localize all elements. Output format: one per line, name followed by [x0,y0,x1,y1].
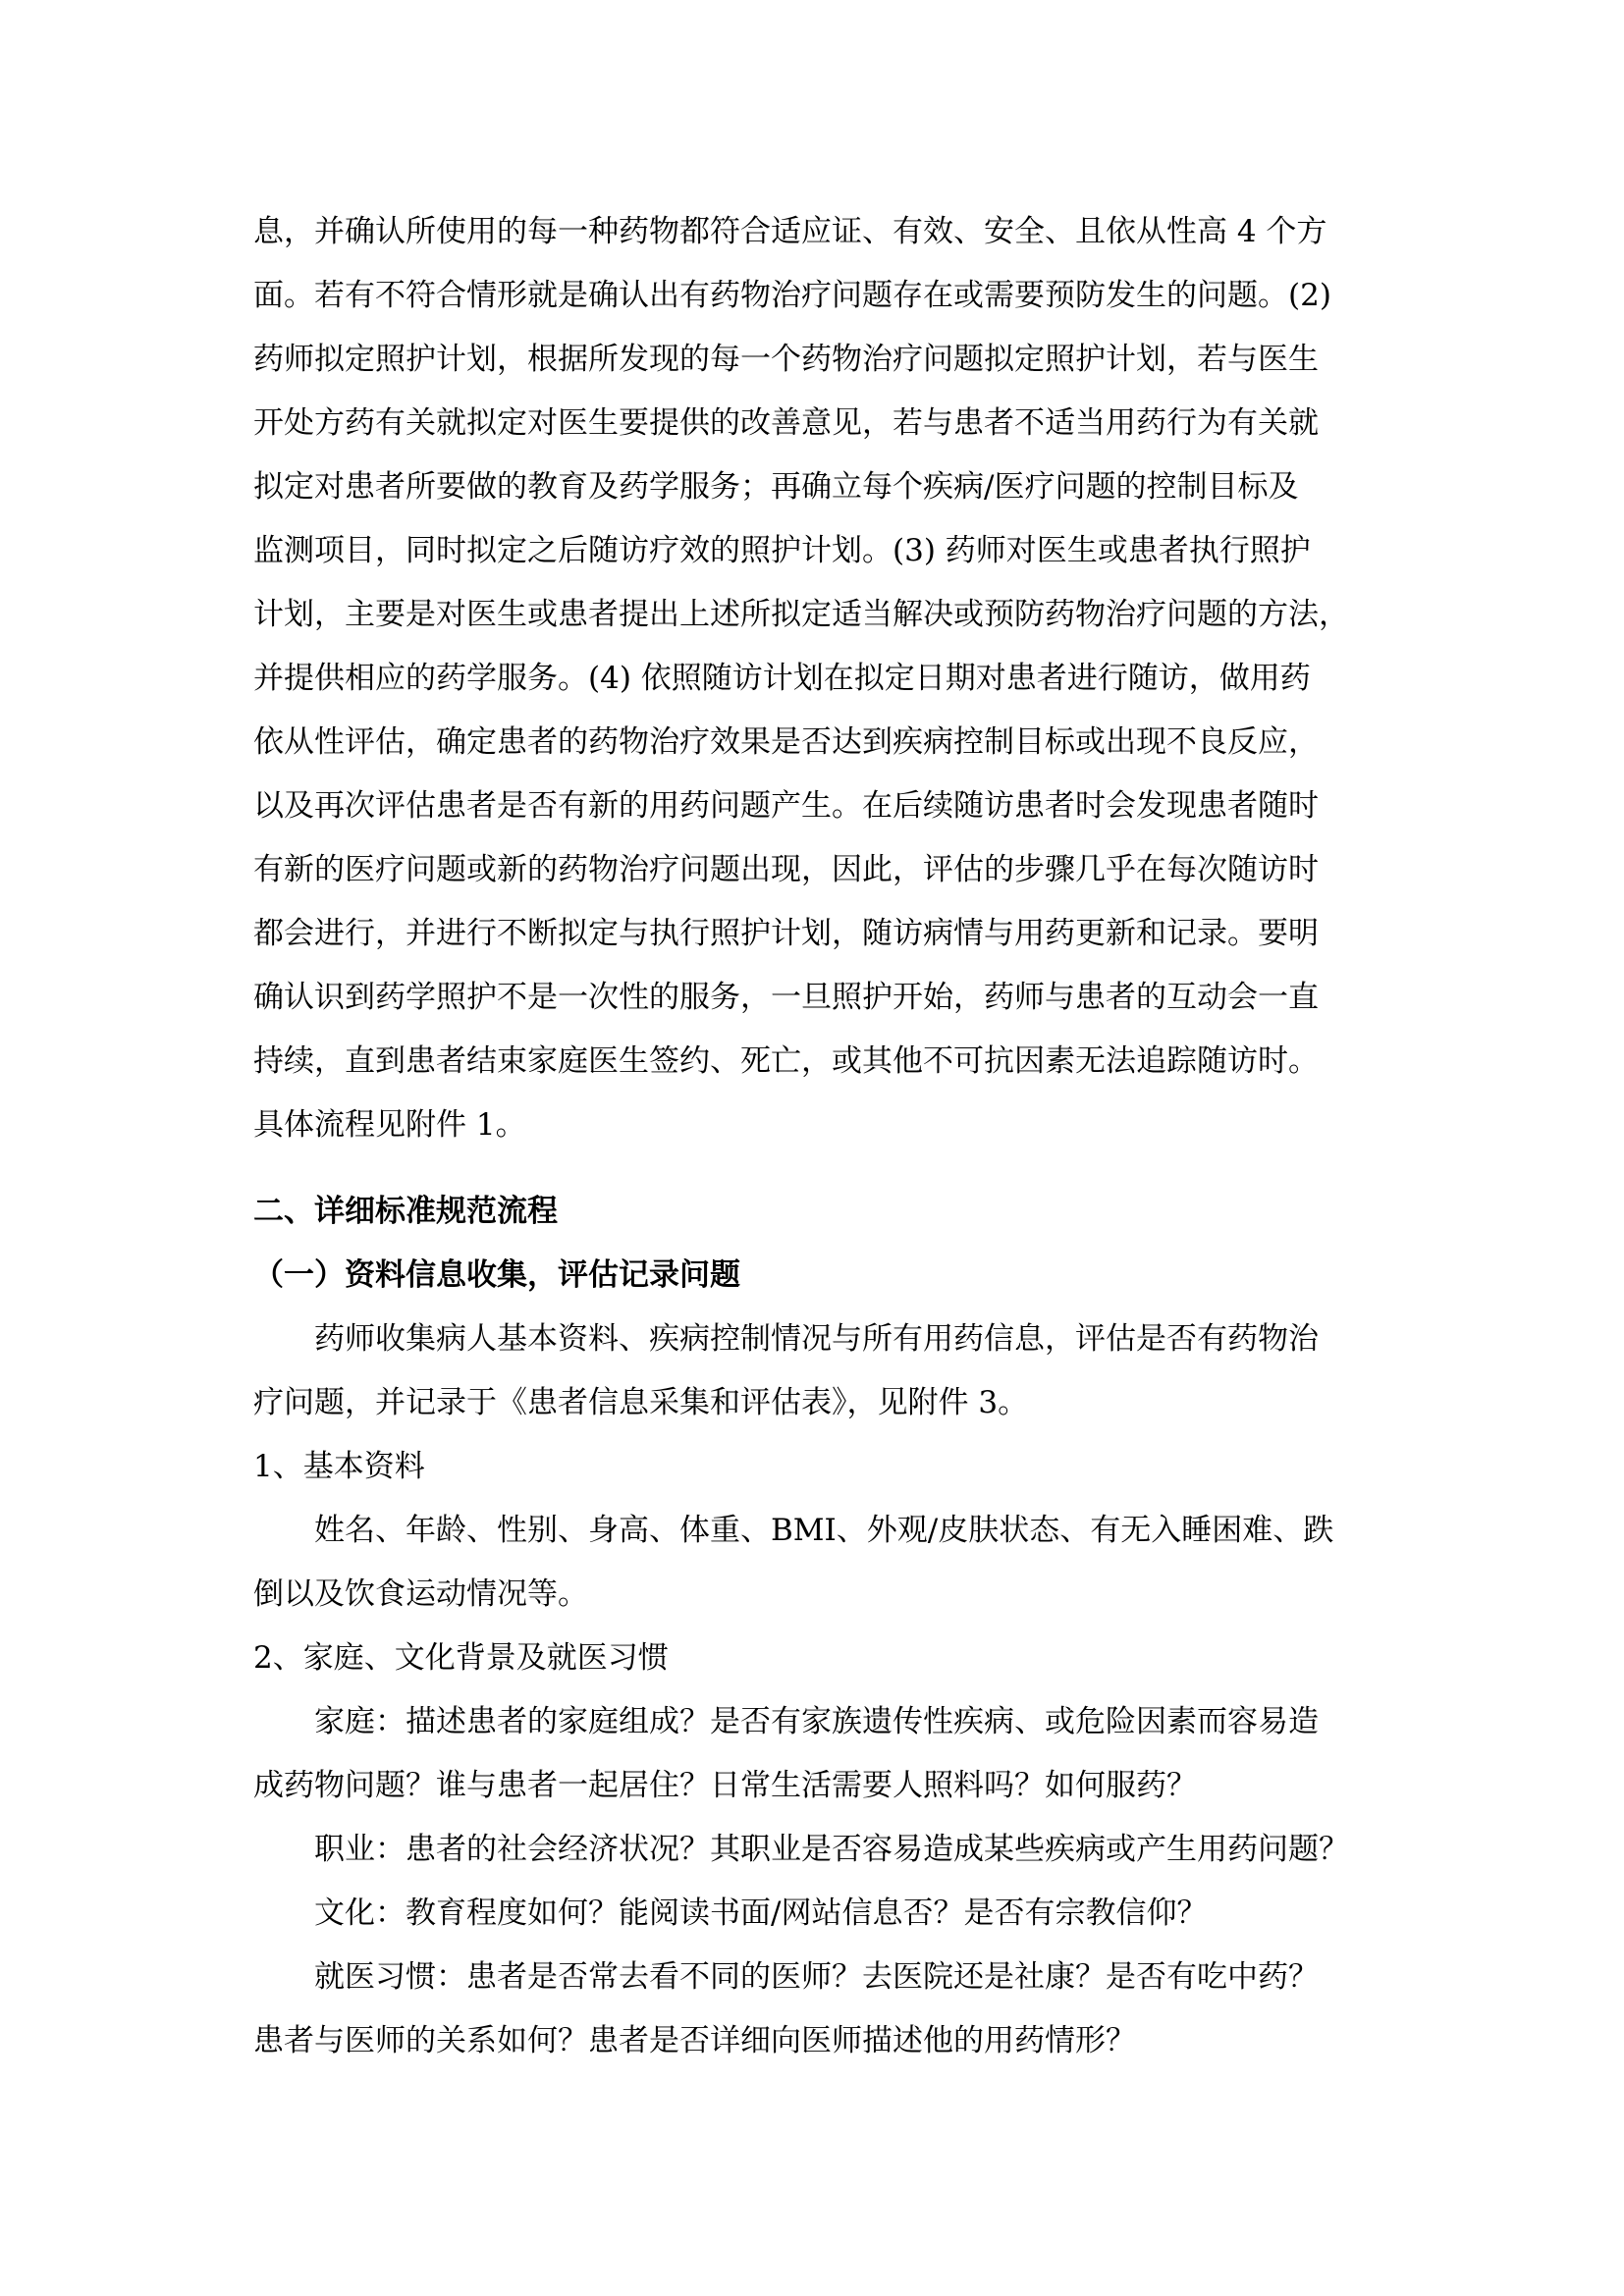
family-line: 成药物问题？谁与患者一起居住？日常生活需要人照料吗？如何服药？ [253,1768,1197,1803]
paragraph-line: 确认识到药学照护不是一次性的服务，一旦照护开始，药师与患者的互动会一直 [253,980,1319,1015]
medical-habit-line: 患者与医师的关系如何？患者是否详细向医师描述他的用药情形？ [253,2023,1136,2058]
paragraph-line: 有新的医疗问题或新的药物治疗问题出现，因此，评估的步骤几乎在每次随访时 [253,852,1319,887]
culture-line: 文化：教育程度如何？能阅读书面/网站信息否？是否有宗教信仰？ [314,1896,1208,1931]
item-heading: 1、基本资料 [253,1449,425,1484]
paragraph-line: 依从性评估，确定患者的药物治疗效果是否达到疾病控制目标或出现不良反应， [253,724,1319,760]
paragraph-line: 并提供相应的药学服务。(4) 依照随访计划在拟定日期对患者进行随访，做用药 [253,661,1311,696]
subsection-heading: （一）资料信息收集，评估记录问题 [253,1257,740,1293]
paragraph-line: 药师拟定照护计划，根据所发现的每一个药物治疗问题拟定照护计划，若与医生 [253,342,1319,377]
item-heading: 2、家庭、文化背景及就医习惯 [253,1640,669,1676]
intro-line: 药师收集病人基本资料、疾病控制情况与所有用药信息，评估是否有药物治 [314,1321,1319,1357]
paragraph-line: 具体流程见附件 1。 [253,1107,526,1143]
intro-line: 疗问题，并记录于《患者信息采集和评估表》，见附件 3。 [253,1385,1029,1420]
paragraph-line: 拟定对患者所要做的教育及药学服务；再确立每个疾病/医疗问题的控制目标及 [253,469,1299,505]
paragraph-line: 息，并确认所使用的每一种药物都符合适应证、有效、安全、且依从性高 4 个方 [253,214,1327,249]
paragraph-line: 计划，主要是对医生或患者提出上述所拟定适当解决或预防药物治疗问题的方法， [253,597,1349,632]
family-line: 家庭：描述患者的家庭组成？是否有家族遗传性疾病、或危险因素而容易造 [314,1704,1319,1739]
item-line: 姓名、年龄、性别、身高、体重、BMI、外观/皮肤状态、有无入睡困难、跌 [314,1513,1334,1548]
section-heading: 二、详细标准规范流程 [253,1194,558,1229]
paragraph-line: 监测项目，同时拟定之后随访疗效的照护计划。(3) 药师对医生或患者执行照护 [253,533,1311,568]
occupation-line: 职业：患者的社会经济状况？其职业是否容易造成某些疾病或产生用药问题？ [314,1832,1349,1867]
paragraph-line: 都会进行，并进行不断拟定与执行照护计划，随访病情与用药更新和记录。要明 [253,916,1319,951]
paragraph-line: 面。若有不符合情形就是确认出有药物治疗问题存在或需要预防发生的问题。(2) [253,278,1331,313]
paragraph-line: 持续，直到患者结束家庭医生签约、死亡，或其他不可抗因素无法追踪随访时。 [253,1043,1319,1079]
medical-habit-line: 就医习惯：患者是否常去看不同的医师？去医院还是社康？是否有吃中药？ [314,1959,1319,1995]
item-line: 倒以及饮食运动情况等。 [253,1576,588,1612]
paragraph-line: 以及再次评估患者是否有新的用药问题产生。在后续随访患者时会发现患者随时 [253,788,1319,824]
paragraph-line: 开处方药有关就拟定对医生要提供的改善意见，若与患者不适当用药行为有关就 [253,405,1319,441]
